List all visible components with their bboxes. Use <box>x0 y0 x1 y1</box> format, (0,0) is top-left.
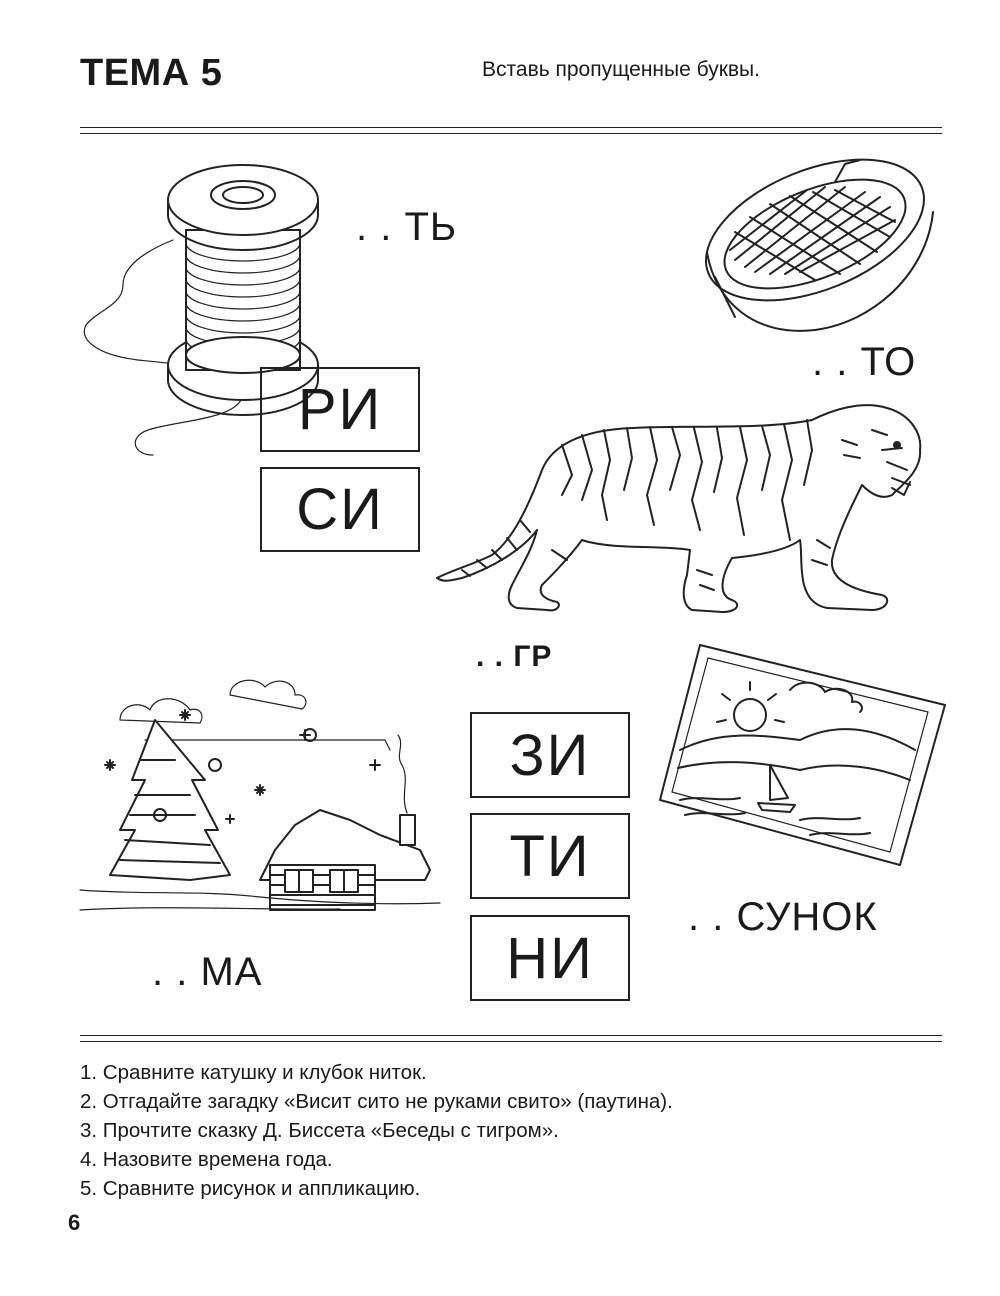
winter-illustration <box>80 665 440 915</box>
word-winter: . . МА <box>152 950 263 994</box>
task-item: 1. Сравните катушку и клубок ниток. <box>80 1061 427 1084</box>
syllable-box: НИ <box>470 915 630 1001</box>
word-spool: . . ТЬ <box>356 205 458 249</box>
top-divider-second <box>80 133 942 134</box>
task-item: 4. Назовите времена года. <box>80 1148 333 1171</box>
drawing-picture-illustration <box>660 640 945 865</box>
bottom-divider <box>80 1035 942 1036</box>
task-item: 5. Сравните рисунок и аппликацию. <box>80 1177 421 1200</box>
top-divider <box>80 127 942 128</box>
page-title: ТЕМА 5 <box>80 52 223 94</box>
syllable-box: ТИ <box>470 813 630 899</box>
word-sieve: . . ТО <box>812 340 917 384</box>
syllable-box: СИ <box>260 467 420 552</box>
word-picture: . . СУНОК <box>688 895 878 939</box>
tiger-illustration <box>432 400 932 620</box>
sieve-illustration <box>695 152 935 342</box>
syllable-box: ЗИ <box>470 712 630 798</box>
page-number: 6 <box>68 1210 81 1235</box>
word-tiger: . . ГР <box>476 640 553 673</box>
task-item: 2. Отгадайте загадку «Висит сито не руками свито» (паутина). <box>80 1090 673 1113</box>
syllable-box: РИ <box>260 367 420 452</box>
tasks-list <box>80 1058 673 1203</box>
bottom-divider-second <box>80 1041 942 1042</box>
instruction-text: Вставь пропущенные буквы. <box>482 58 760 81</box>
task-item: 3. Прочтите сказку Д. Биссета «Беседы с тигром». <box>80 1119 559 1142</box>
